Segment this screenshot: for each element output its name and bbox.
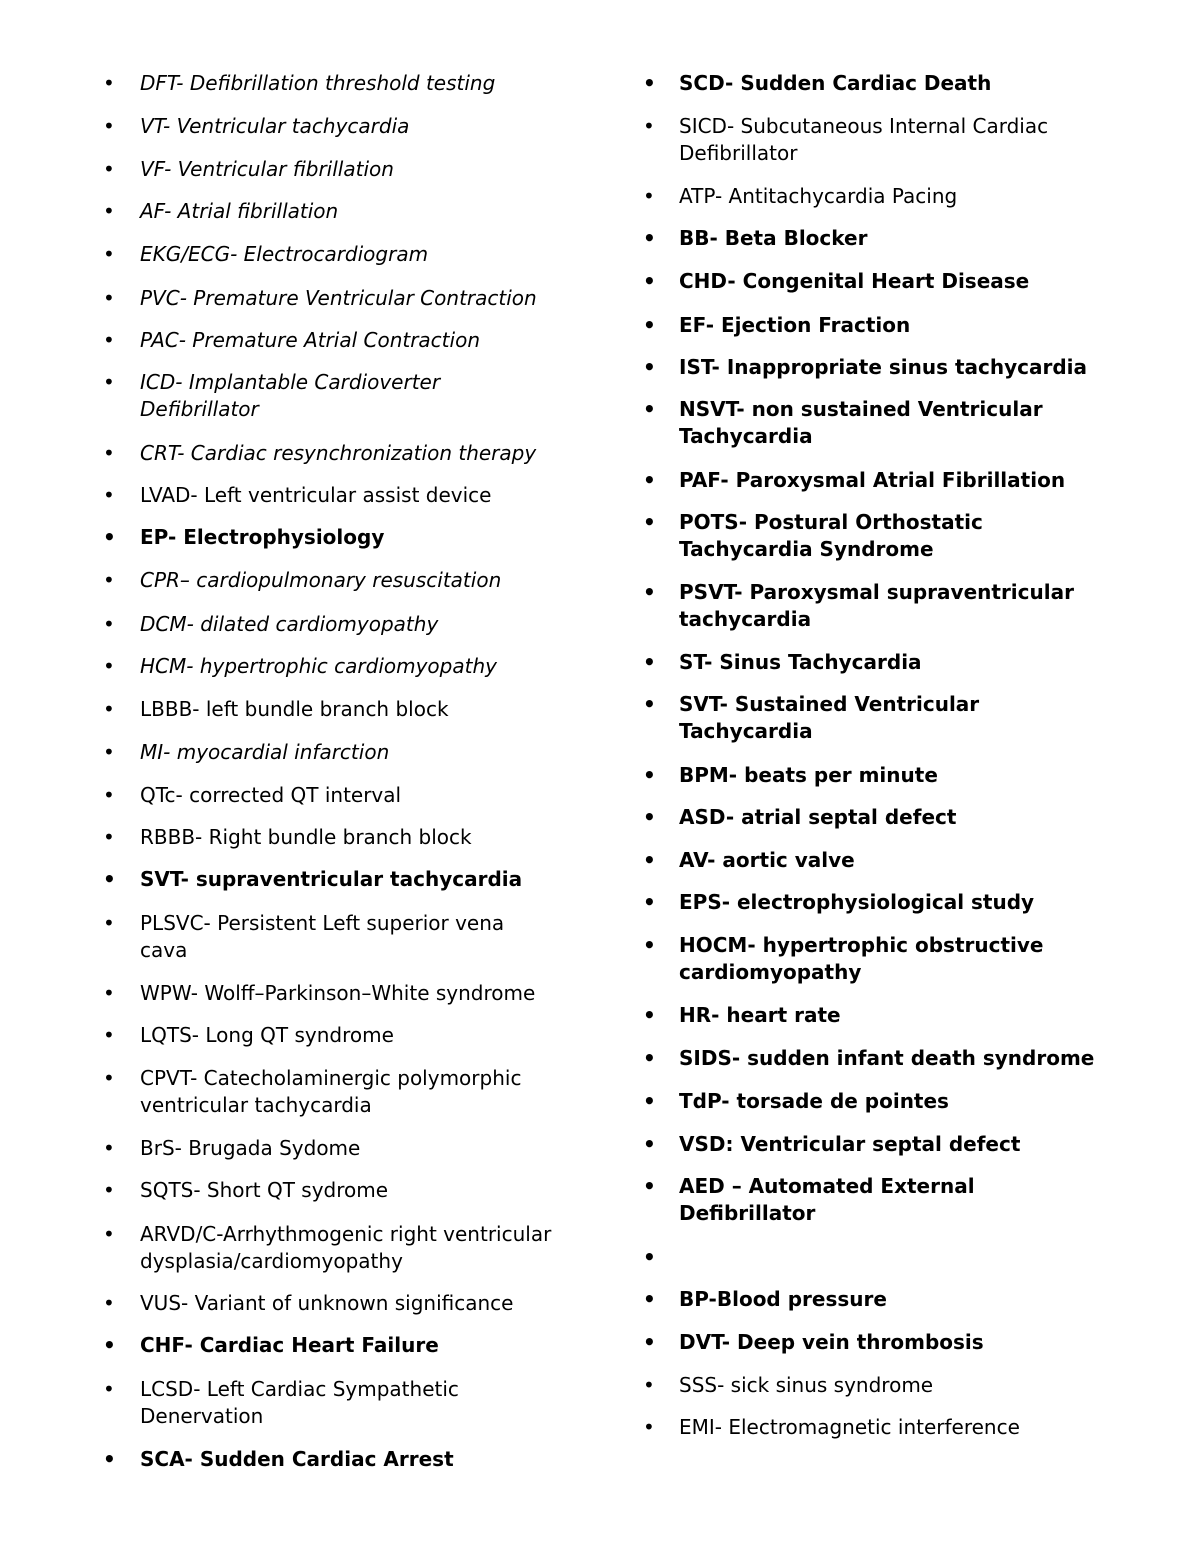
bullet-icon: • [643,805,656,829]
list-item [0,1131,1020,1158]
list-item [0,649,922,676]
list-item-line1: DFT- Defibrillation threshold testing [140,71,496,95]
bullet-icon: • [103,697,115,721]
bullet-icon: • [103,441,115,465]
bullet-icon: • [643,184,655,208]
list-item-text [679,509,983,563]
list-item-text [679,889,1034,916]
list-item-line1: DVT- Deep vein thrombosis [679,1330,984,1354]
bullet-icon: • [643,580,656,604]
list-item-line1: MI- myocardial infarction [140,740,390,764]
list-item-line1: EF- Ejection Fraction [679,313,911,337]
bullet-icon: • [103,1066,115,1090]
list-item-line1: TdP- torsade de pointes [679,1089,949,1113]
bullet-icon: • [643,397,656,421]
bullet-icon: • [643,269,656,293]
bullet-icon: • [643,114,655,138]
list-item [0,312,910,339]
list-item [0,113,1048,167]
list-item-text [679,225,867,252]
list-item-line2: cava [140,938,188,962]
bullet-icon: • [643,71,656,95]
list-item-line1: EMI- Electromagnetic interference [679,1415,1020,1439]
list-item-text [679,396,1043,450]
list-item-line1: ATP- Antitachycardia Pacing [679,184,958,208]
list-item-line1: IST- Inappropriate sinus tachycardia [679,355,1088,379]
bullet-icon: • [103,867,116,891]
list-item-text [679,1131,1020,1158]
list-item-text [679,1173,975,1227]
bullet-icon: • [103,612,115,636]
list-item-text [679,804,956,831]
list-item-line1: CPR– cardiopulmonary resuscitation [140,568,502,592]
list-item-line1: LVAD- Left ventricular assist device [140,483,492,507]
list-item-text [679,1329,984,1356]
list-item-line2: Defibrillator [679,1201,816,1225]
bullet-icon: • [103,286,115,310]
bullet-icon: • [103,1222,115,1246]
list-item-line1: PLSVC- Persistent Left superior vena [140,911,505,935]
bullet-icon: • [103,568,115,592]
list-item-line1: BPM- beats per minute [679,763,938,787]
list-item-line1: SSS- sick sinus syndrome [679,1373,934,1397]
list-item-line1: EPS- electrophysiological study [679,890,1035,914]
bullet-icon: • [103,1291,115,1315]
list-item-text [140,1446,454,1473]
list-item-line1: DCM- dilated cardiomyopathy [140,612,439,636]
bullet-icon: • [643,355,656,379]
bullet-icon: • [103,1178,115,1202]
list-item-line1: CRT- Cardiac resynchronization therapy [140,441,537,465]
list-item-line2: Defibrillator [140,397,259,421]
bullet-icon: • [103,483,115,507]
list-item-line1: NSVT- non sustained Ventricular [679,397,1043,421]
bullet-icon: • [103,328,115,352]
list-item [0,354,1087,381]
bullet-icon: • [643,1287,656,1311]
list-item-line1: AF- Atrial fibrillation [140,199,339,223]
list-item-text [679,1372,933,1399]
bullet-icon: • [103,242,115,266]
bullet-icon: • [643,1046,656,1070]
list-item-line1: EP- Electrophysiology [140,525,385,549]
list-item-line2: Defibrillator [679,141,798,165]
list-item-line1: ICD- Implantable Cardioverter [140,370,441,394]
list-item-text [679,70,991,97]
list-item [0,1286,887,1313]
list-item [0,1173,975,1227]
list-item [0,1221,551,1275]
bullet-icon: • [643,692,656,716]
list-item-line2: dysplasia/cardiomyopathy [140,1249,403,1273]
list-item-line2: Tachycardia Syndrome [679,537,934,561]
list-item [0,932,1044,986]
list-item-line1: VSD: Ventricular septal defect [679,1132,1021,1156]
list-item-line2: Tachycardia [679,719,813,743]
list-item-line1: SCD- Sudden Cardiac Death [679,71,992,95]
list-item [0,1045,1094,1072]
list-item-text [679,1088,949,1115]
bullet-icon: • [643,468,656,492]
bullet-icon: • [103,783,115,807]
list-item [0,579,1074,633]
list-item-text [679,847,855,874]
list-item-line1: EKG/ECG- Electrocardiogram [140,242,429,266]
list-item-line1: CHF- Cardiac Heart Failure [140,1333,439,1357]
list-item-line1: SIDS- sudden infant death syndrome [679,1046,1095,1070]
list-item-line1: VT- Ventricular tachycardia [140,114,410,138]
list-item [0,225,867,252]
list-item-line1: LBBB- left bundle branch block [140,697,449,721]
list-item-line1: SCA- Sudden Cardiac Arrest [140,1447,454,1471]
list-item-text [679,762,938,789]
list-item-line1: LCSD- Left Cardiac Sympathetic [140,1377,459,1401]
bullet-icon: • [643,1003,656,1027]
list-item-line1: VF- Ventricular fibrillation [140,157,394,181]
list-item [0,691,979,745]
list-item-line1: PSVT- Paroxysmal supraventricular [679,580,1074,604]
bullet-icon: • [643,890,656,914]
list-item-line1: RBBB- Right bundle branch block [140,825,472,849]
bullet-icon: • [643,510,656,534]
list-item-text [679,579,1074,633]
list-item [0,762,938,789]
list-item-line1: PAF- Paroxysmal Atrial Fibrillation [679,468,1066,492]
list-item-line1: ST- Sinus Tachycardia [679,650,922,674]
list-item-text [140,1221,551,1275]
list-item [0,1088,949,1115]
list-item-text [679,1414,1020,1441]
bullet-icon: • [103,1333,116,1357]
list-item [0,467,1065,494]
list-item [0,396,1043,450]
bullet-icon: • [103,199,115,223]
list-item-line2: Tachycardia [679,424,813,448]
list-item-line1: AED – Automated External [679,1174,975,1198]
list-item-text [679,1002,841,1029]
list-item-text [679,691,979,745]
bullet-icon: • [643,1245,656,1269]
list-item-text [679,354,1087,381]
list-item-line1: BB- Beta Blocker [679,226,868,250]
bullet-icon: • [643,1132,656,1156]
list-item-line1: BP-Blood pressure [679,1287,887,1311]
list-item [0,1329,984,1356]
list-item-text [679,268,1029,295]
list-item [0,847,855,874]
list-item-text [679,1045,1094,1072]
bullet-icon: • [643,226,656,250]
list-item [0,1372,933,1399]
bullet-icon: • [103,71,115,95]
bullet-icon: • [643,1373,655,1397]
bullet-icon: • [643,1330,656,1354]
list-item-line1: CPVT- Catecholaminergic polymorphic [140,1066,522,1090]
list-item-line1: VUS- Variant of unknown significance [140,1291,514,1315]
list-item [0,1446,454,1473]
list-item-text [679,1286,887,1313]
list-item-line1: BrS- Brugada Sydome [140,1136,361,1160]
list-item-line1: AV- aortic valve [679,848,855,872]
bullet-icon: • [103,1136,115,1160]
list-item-line1: HCM- hypertrophic cardiomyopathy [140,654,497,678]
list-item [0,268,1029,295]
bullet-icon: • [103,157,115,181]
bullet-icon: • [103,114,115,138]
list-item-line1: QTc- corrected QT interval [140,783,402,807]
list-item-line1: SICD- Subcutaneous Internal Cardiac [679,114,1049,138]
bullet-icon: • [103,981,115,1005]
list-item-line1: PAC- Premature Atrial Contraction [140,328,480,352]
bullet-icon: • [103,1377,115,1401]
list-item-line1: POTS- Postural Orthostatic [679,510,983,534]
list-item-line1: ASD- atrial septal defect [679,805,957,829]
bullet-icon: • [103,370,115,394]
list-item-line1: PVC- Premature Ventricular Contraction [140,286,537,310]
list-item-line2: ventricular tachycardia [140,1093,372,1117]
list-item [0,509,983,563]
list-item-line1: HR- heart rate [679,1003,841,1027]
list-item [0,70,991,97]
list-item-line1: CHD- Congenital Heart Disease [679,269,1030,293]
list-item-line1: SVT- supraventricular tachycardia [140,867,523,891]
bullet-icon: • [103,525,116,549]
bullet-icon: • [103,1023,115,1047]
list-item-line1: SQTS- Short QT sydrome [140,1178,389,1202]
bullet-icon: • [643,313,656,337]
list-item-line2: Denervation [140,1404,264,1428]
bullet-icon: • [103,1447,116,1471]
list-item-line1: LQTS- Long QT syndrome [140,1023,394,1047]
list-item-line1: WPW- Wolff–Parkinson–White syndrome [140,981,536,1005]
bullet-icon: • [103,654,115,678]
list-item-text [679,467,1065,494]
bullet-icon: • [643,1174,656,1198]
list-item-line1: SVT- Sustained Ventricular [679,692,980,716]
bullet-icon: • [643,933,656,957]
list-item-text [679,649,922,676]
list-item-text [679,932,1044,986]
list-item-text [679,113,1048,167]
list-item [0,889,1034,916]
bullet-icon: • [103,740,115,764]
list-item-line2: cardiomyopathy [679,960,862,984]
bullet-icon: • [103,825,115,849]
bullet-icon: • [643,848,656,872]
list-item-line1: ARVD/C-Arrhythmogenic right ventricular [140,1222,552,1246]
list-item [0,183,957,210]
bullet-icon: • [643,1415,655,1439]
list-item [0,804,956,831]
list-item-line1: HOCM- hypertrophic obstructive [679,933,1044,957]
list-item-text [679,183,957,210]
list-item [0,1414,1020,1441]
list-item [0,1002,841,1029]
bullet-icon: • [643,763,656,787]
list-item-line2: tachycardia [679,607,812,631]
bullet-icon: • [103,911,115,935]
bullet-icon: • [643,1089,656,1113]
bullet-icon: • [643,650,656,674]
list-item-text [679,312,910,339]
